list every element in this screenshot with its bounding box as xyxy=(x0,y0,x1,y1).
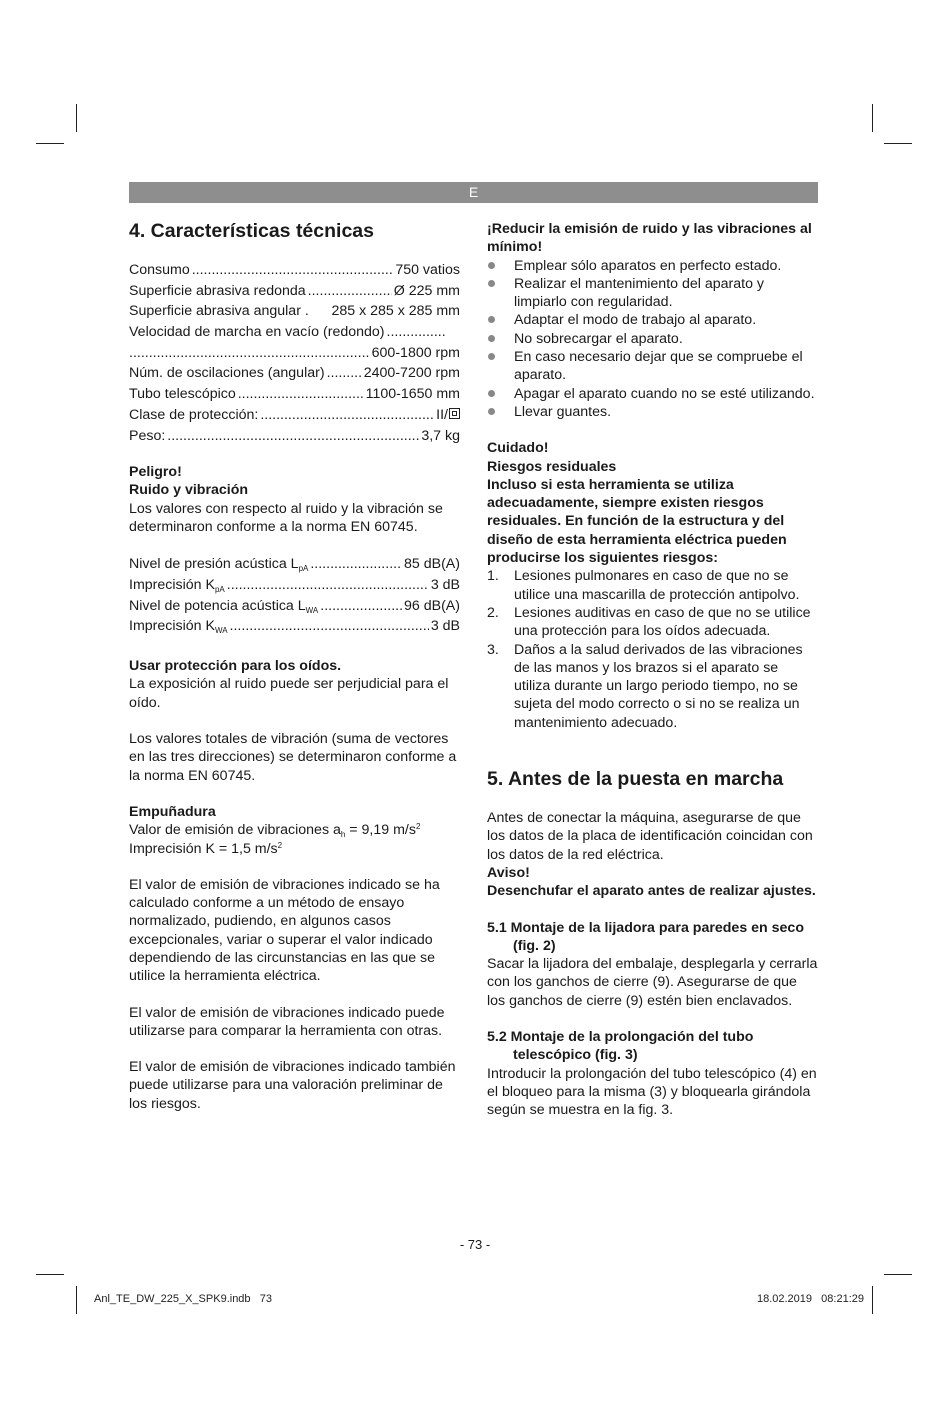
vibration-total-text: Los valores totales de vibración (suma de vectores en las tres direcciones) se determinaron conforme a la norma EN 60745. xyxy=(129,731,457,784)
reduce-list xyxy=(487,257,818,422)
language-code: E xyxy=(468,184,479,200)
language-band xyxy=(129,182,818,203)
aviso-text: Desenchufar el aparato antes de realizar ajustes. xyxy=(487,883,816,900)
list-item: Realizar el mantenimiento del aparato y limpiarlo con regularidad. xyxy=(487,275,818,312)
list-item: En caso necesario dejar que se compruebe el aparato. xyxy=(487,348,818,385)
protection-text: La exposición al ruido puede ser perjudicial para el oído. xyxy=(129,676,449,711)
spec-row: Clase de protección: ..... II/ xyxy=(129,405,460,426)
grip-heading: Empuñadura xyxy=(129,803,216,820)
page-number: - 73 - xyxy=(459,1237,491,1252)
section-5-title: 5. Antes de la puesta en marcha xyxy=(487,768,784,791)
list-item: 2. Lesiones auditivas en caso de que no se utilice una protección para los oídos adecuada. xyxy=(487,604,811,640)
list-item: Llevar guantes. xyxy=(487,403,818,421)
crop-mark xyxy=(36,1274,64,1275)
section-5-2-title: 5.2 Montaje de la prolongación del tubo telescópico (fig. 3) xyxy=(487,1028,754,1064)
list-item: 1. Lesiones pulmonares en caso de que no se utilice una mascarilla de protección antipolvo. xyxy=(487,568,800,603)
reduce-heading: ¡Reducir la emisión de ruido y las vibraciones al mínimo! xyxy=(487,221,812,256)
spec-list xyxy=(129,260,460,446)
crop-mark xyxy=(884,1274,912,1275)
crop-mark xyxy=(76,104,77,132)
ruido-text: Los valores con respecto al ruido y la vibración se determinaron conforme a la norma EN 60745. xyxy=(129,500,443,536)
list-item: No sobrecargar el aparato. xyxy=(487,330,818,348)
spec-row: ..... 600-1800 rpm xyxy=(129,343,460,364)
crop-mark xyxy=(36,143,64,144)
spec-row: Superficie abrasiva redonda ..... Ø 225 mm xyxy=(129,281,460,302)
list-item: 3. Daños a la salud derivados de las vibraciones de las manos y los brazos si el aparato se utiliza durante un largo periodo tiempo, no se sujeta del modo correcto o si no se realiza un mantenimiento adecuado. xyxy=(487,641,803,731)
list-item: Apagar el aparato cuando no se esté utilizando. xyxy=(487,385,818,403)
section-5-1-title: 5.1 Montaje de la lijadora para paredes en seco (fig. 2) xyxy=(487,919,804,954)
spec-row: Velocidad de marcha en vacío (redondo) ..... xyxy=(129,322,460,343)
vibration-para-1: El valor de emisión de vibraciones indicado se ha calculado conforme a un método de ensayo normalizado, pudiendo, en algunos casos excepcionales, variar o superar el valor indicado dependiendo de las circunstancias en las que se utilice la herramienta eléctrica. xyxy=(129,876,440,985)
noise-row: Imprecisión $K_{pA}$ ..... 3 dB xyxy=(129,575,460,596)
noise-row: Nivel de presión acústica $L_{pA}$ ..... 85 dB(A) xyxy=(129,554,460,575)
grip-uncertainty: Imprecisión K = 1,5 $m/s^2$ xyxy=(129,840,283,857)
cuidado-heading: Cuidado! xyxy=(487,440,549,457)
spec-row: Consumo ..... 750 vatios xyxy=(129,260,460,281)
aviso-heading: Aviso! xyxy=(487,864,530,881)
spec-row: Tubo telescópico ..... 1100-1650 mm xyxy=(129,384,460,405)
section-4-title: 4. Características técnicas xyxy=(129,220,374,242)
left-column xyxy=(129,218,460,1113)
footer-file-name: Anl_TE_DW_225_X_SPK9.indb 73 xyxy=(94,1293,272,1305)
footer-timestamp: 18.02.2019 08:21:29 xyxy=(756,1293,864,1305)
section-5-text: Antes de conectar la máquina, asegurarse de que los datos de la placa de identificación coincidan con los datos de la red eléctrica. xyxy=(487,810,813,863)
section-5-2-text: Introducir la prolongación del tubo telescópico (4) en el bloqueo para la misma (3) y bloquearla girándola según se muestra en la fig. 3. xyxy=(487,1065,817,1119)
right-column xyxy=(487,220,818,1119)
section-5-1-text: Sacar la lijadora del embalaje, desplegarla y cerrarla con los ganchos de cierre (9). Asegurarse de que los ganchos de cierre (9) estén bien enclavados. xyxy=(487,956,818,1009)
list-item: Adaptar el modo de trabajo al aparato. xyxy=(487,311,818,329)
grip-vibration-value: Valor de emisión de vibraciones $a_h = 9,19$ $m/s^2$ xyxy=(129,822,421,840)
noise-list xyxy=(129,554,460,637)
crop-mark xyxy=(884,143,912,144)
protection-heading: Usar protección para los oídos. xyxy=(129,658,342,675)
spec-row: Núm. de oscilaciones (angular) ..... 2400-7200 rpm xyxy=(129,363,460,384)
crop-mark xyxy=(872,1286,873,1314)
list-item: Emplear sólo aparatos en perfecto estado. xyxy=(487,257,818,275)
noise-row: Nivel de potencia acústica $L_{WA}$ ..... 96 dB(A) xyxy=(129,596,460,617)
peligro-heading: Peligro! xyxy=(129,464,182,481)
vibration-para-3: El valor de emisión de vibraciones indicado también puede utilizarse para una valoración preliminar de los riesgos. xyxy=(129,1059,456,1112)
vibration-para-2: El valor de emisión de vibraciones indicado puede utilizarse para comparar la herramienta con otras. xyxy=(129,1004,445,1039)
spec-row: Peso: ..... 3,7 kg xyxy=(129,426,460,447)
riesgos-intro: Incluso si esta herramienta se utiliza adecuadamente, siempre existen riesgos residuales. En función de la estructura y del diseño de esta herramienta eléctrica pueden producirse los siguientes riesgos: xyxy=(487,476,787,567)
spec-row: Superficie abrasiva angular . 285 x 285 x 285 mm xyxy=(129,303,460,320)
riesgos-list xyxy=(487,567,818,732)
crop-mark xyxy=(76,1286,77,1314)
crop-mark xyxy=(872,104,873,132)
riesgos-heading: Riesgos residuales xyxy=(487,458,617,475)
ruido-heading: Ruido y vibración xyxy=(129,482,249,499)
protection-class-icon xyxy=(449,408,460,419)
noise-row: Imprecisión $K_{WA}$ ..... 3 dB xyxy=(129,616,460,637)
